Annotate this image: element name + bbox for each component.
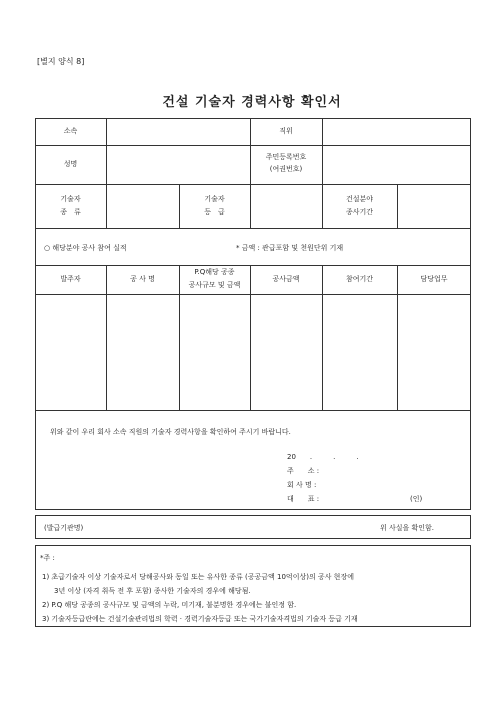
client-cell[interactable] [36,295,105,409]
col-period: 참여기간 [345,275,374,283]
service-period-field[interactable] [398,185,470,227]
issuer-label: (발급기관명) [44,524,84,532]
pq-cell[interactable] [180,295,249,409]
confirm-request: 위와 같이 우리 회사 소속 직원의 기술자 경력사항을 확인하여 주시기 바랍니다. [50,428,291,436]
id-number-label: 주민등록번호 [265,153,307,161]
seal-mark: (인) [410,495,423,503]
name-label: 성명 [63,160,78,168]
form-tag: [별지 양식 8] [37,57,85,66]
company-line: 회 사 명 : [287,481,317,489]
duty-cell[interactable] [398,295,470,409]
tech-type-label-2: 종 류 [60,208,81,216]
amount-note: * 금액 : 관급포함 및 천원단위 기재 [236,244,344,252]
note-3: 3) 기술자등급란에는 건설기술관리법의 학력 · 경력기술자등급 또는 국가기술자격법의 기술자 등급 기재 [42,615,358,623]
passport-label: (여권번호) [269,165,303,173]
tech-type-field[interactable] [107,185,178,227]
rep-line: 대 표 : [287,495,320,503]
note-2: 2) P.Q 해당 공종의 공사규모 및 금액의 누락, 미기재, 불분명한 경우에는 불인정 함. [42,601,297,609]
service-period-label: 건설분야 [345,195,374,203]
service-period-label-2: 종사기간 [345,208,374,216]
notes-heading: *주 : [40,554,55,562]
col-project: 공 사 명 [130,275,155,283]
page-title: 건설 기술자 경력사항 확인서 [162,95,342,110]
tech-grade-label: 기술자 [204,195,225,203]
position-label: 직위 [279,127,293,135]
id-number-field[interactable] [323,146,470,183]
period-cell[interactable] [323,295,396,409]
note-1-cont: 3년 이상 (자격 취득 전 후 포함) 종사한 기술자의 경우에 해당됨. [54,587,251,595]
col-client: 발주자 [60,275,81,283]
issuer-confirm: 위 사실을 확인함. [380,524,435,532]
tech-grade-field[interactable] [251,185,321,227]
col-pq-2: 공사규모 및 금액 [188,281,241,289]
tech-grade-label-2: 등 급 [204,208,225,216]
tech-type-label: 기술자 [60,195,81,203]
address-line: 주 소 : [287,467,320,475]
col-pq: P.Q해당 공종 [194,268,235,276]
section-heading: ○ 해당분야 공사 참여 실적 [44,244,127,252]
affiliation-label: 소속 [63,127,78,135]
name-field[interactable] [107,146,249,183]
col-amount: 공사금액 [272,275,300,283]
amount-cell[interactable] [251,295,321,409]
project-cell[interactable] [107,295,178,409]
date-line: 20 . . . [287,453,359,461]
affiliation-field[interactable] [107,119,249,144]
note-1: 1) 초급기술자 이상 기술자로서 당해공사와 동일 또는 유사한 종류 (공공금액 10억이상)의 공사 현장에 [42,573,354,581]
position-field[interactable] [323,119,470,144]
col-duty: 담당업무 [420,275,448,283]
